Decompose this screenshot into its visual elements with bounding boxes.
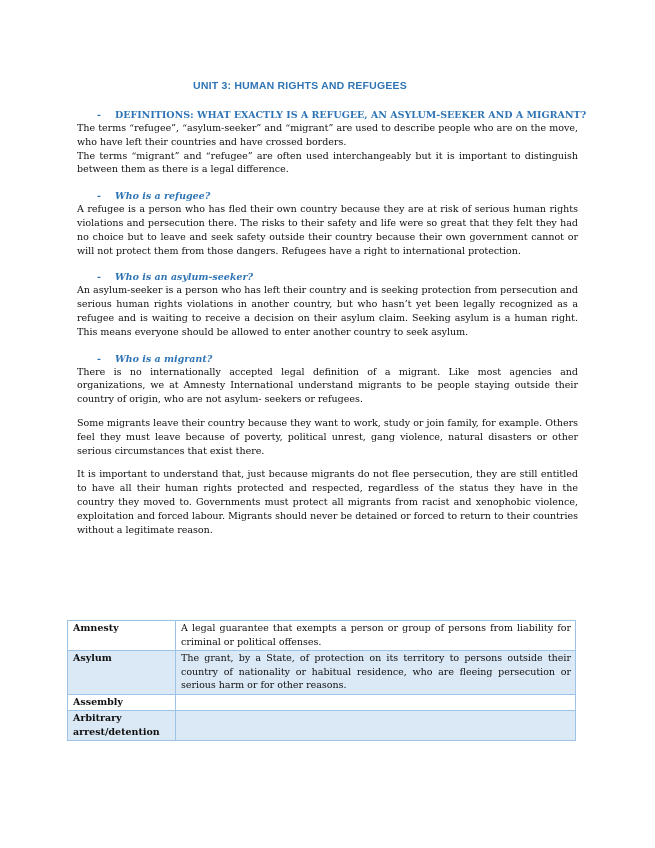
refugee-heading-text: Who is a refugee? — [115, 191, 211, 203]
migrant-heading-text: Who is a migrant? — [115, 353, 213, 365]
refugee-paragraph: A refugee is a person who has fled their own country because they are at risk of serious human rights violations and persecution there. The risks to their safety and life were so great that they felt they had no choice but to leave and seek safety outside their country because their own government cannot or will not protect them from those dangers. Refugees have a right to international protection. — [77, 204, 578, 257]
migrant-paragraph-3: It is important to understand that, just because migrants do not flee persecution, they are still entitled to have all their human rights protected and respected, regardless of the status they have in the country they moved to. Governments must protect all migrants from racist and xenophobic violence, exploitation and forced labour. Migrants should never be detained or forced to return to their countries without a legitimate reason. — [77, 469, 578, 536]
page-title: UNIT 3: HUMAN RIGHTS AND REFUGEES — [193, 80, 407, 92]
table-row — [68, 694, 576, 711]
glossary-table — [67, 620, 576, 741]
asylum-seeker-paragraph: An asylum-seeker is a person who has left their country and is seeking protection from persecution and serious human rights violations in another country, but who hasn’t yet been legally recognized as a refugee and is waiting to receive a decision on their asylum claim. Seeking asylum is a human right. This means everyone should be allowed to enter another country to seek asylum. — [77, 285, 578, 338]
bullet-dash: - — [97, 353, 101, 365]
bullet-dash: - — [97, 272, 101, 284]
asylum-seeker-heading-text: Who is an asylum-seeker? — [115, 272, 254, 284]
glossary-definition — [176, 694, 576, 711]
glossary-term: Amnesty — [68, 621, 176, 651]
asylum-seeker-heading — [77, 271, 578, 284]
glossary-definition — [176, 711, 576, 741]
definitions-heading-text: DEFINITIONS: WHAT EXACTLY IS A REFUGEE, AN ASYLUM-SEEKER AND A MIGRANT? — [115, 110, 587, 121]
glossary-definition: The grant, by a State, of protection on its territory to persons outside their country of nationality or habitual residence, who are fleeing persecution or serious harm or for other reasons. — [176, 651, 576, 695]
glossary-term: Asylum — [68, 651, 176, 695]
table-row — [68, 711, 576, 741]
glossary-term: Arbitrary arrest/detention — [68, 711, 176, 741]
definitions-paragraph-2: The terms “migrant” and “refugee” are often used interchangeably but it is important to distinguish between them as there is a legal difference. — [77, 150, 578, 176]
migrant-paragraph-1: There is no internationally accepted legal definition of a migrant. Like most agencies and organizations, we at Amnesty International understand migrants to be people staying outside their country of origin, who are not asylum- seekers or refugees. — [77, 366, 578, 406]
bullet-dash: - — [97, 191, 101, 203]
table-row — [68, 651, 576, 695]
document-body — [77, 109, 587, 537]
migrant-heading — [77, 353, 578, 366]
bullet-dash: - — [97, 110, 101, 121]
definitions-paragraph-1: The terms “refugee”, “asylum-seeker” and “migrant” are used to describe people who are on the move, who have left their countries and have crossed borders. — [77, 123, 578, 148]
refugee-heading — [77, 190, 578, 203]
table-row — [68, 621, 576, 651]
migrant-paragraph-2: Some migrants leave their country because they want to work, study or join family, for example. Others feel they must leave because of poverty, political unrest, gang violence, natural disasters or other serious circumstances that exist there. — [77, 417, 578, 457]
glossary-definition: A legal guarantee that exempts a person or group of persons from liability for criminal or political offenses. — [176, 621, 576, 651]
glossary-term: Assembly — [68, 694, 176, 711]
definitions-heading — [77, 109, 587, 122]
